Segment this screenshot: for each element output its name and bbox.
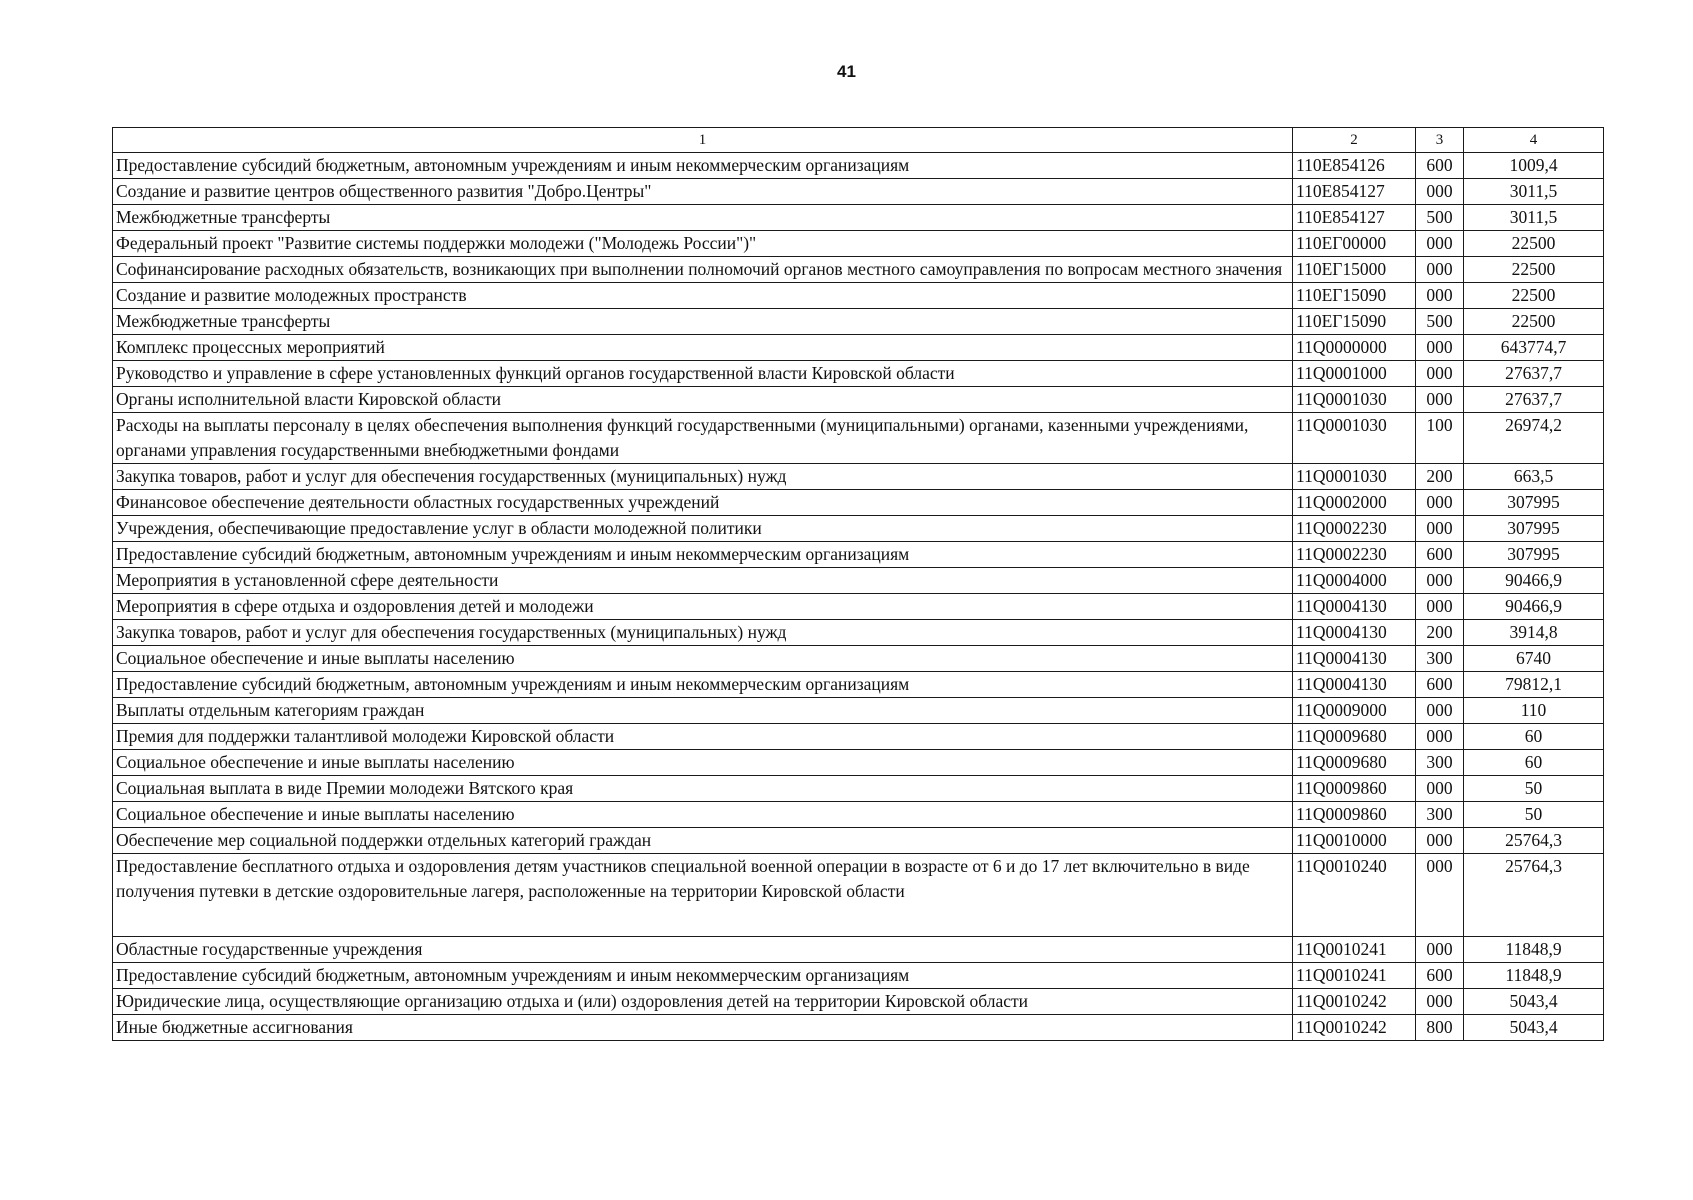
row-amount-cell: 6740 (1464, 646, 1604, 672)
row-type-cell: 000 (1416, 516, 1464, 542)
row-code-cell: 11Q0010240 (1293, 854, 1416, 937)
row-code-cell: 11Q0009860 (1293, 776, 1416, 802)
row-name-cell: Комплекс процессных мероприятий (113, 335, 1293, 361)
row-name-cell: Создание и развитие центров общественного развития "Добро.Центры" (113, 179, 1293, 205)
row-amount-cell: 3011,5 (1464, 179, 1604, 205)
row-name-cell: Федеральный проект "Развитие системы поддержки молодежи ("Молодежь России")" (113, 231, 1293, 257)
row-name-cell: Юридические лица, осуществляющие организацию отдыха и (или) оздоровления детей на территории Кировской области (113, 989, 1293, 1015)
table-row (113, 620, 1604, 646)
table-row (113, 490, 1604, 516)
row-amount-cell: 5043,4 (1464, 1015, 1604, 1041)
row-name-cell: Обеспечение мер социальной поддержки отдельных категорий граждан (113, 828, 1293, 854)
row-code-cell: 110E854127 (1293, 205, 1416, 231)
row-amount-cell: 60 (1464, 750, 1604, 776)
table-row (113, 989, 1604, 1015)
table-row (113, 231, 1604, 257)
row-amount-cell: 90466,9 (1464, 568, 1604, 594)
table-row (113, 542, 1604, 568)
table-row (113, 387, 1604, 413)
row-amount-cell: 27637,7 (1464, 387, 1604, 413)
row-amount-cell: 11848,9 (1464, 963, 1604, 989)
row-amount-cell: 1009,4 (1464, 153, 1604, 179)
row-type-cell: 500 (1416, 309, 1464, 335)
row-name-cell: Органы исполнительной власти Кировской области (113, 387, 1293, 413)
row-code-cell: 11Q0000000 (1293, 335, 1416, 361)
row-code-cell: 110E854126 (1293, 153, 1416, 179)
row-type-cell: 000 (1416, 854, 1464, 937)
header-cell-name: 1 (113, 128, 1293, 153)
table-row (113, 828, 1604, 854)
table-row (113, 672, 1604, 698)
row-amount-cell: 90466,9 (1464, 594, 1604, 620)
row-code-cell: 110ЕГ15090 (1293, 309, 1416, 335)
row-code-cell: 11Q0010242 (1293, 1015, 1416, 1041)
row-code-cell: 11Q0009000 (1293, 698, 1416, 724)
row-amount-cell: 663,5 (1464, 464, 1604, 490)
row-name-cell: Предоставление субсидий бюджетным, автономным учреждениям и иным некоммерческим организациям (113, 963, 1293, 989)
row-type-cell: 000 (1416, 594, 1464, 620)
row-name-cell: Закупка товаров, работ и услуг для обеспечения государственных (муниципальных) нужд (113, 620, 1293, 646)
row-code-cell: 110ЕГ00000 (1293, 231, 1416, 257)
header-cell-type: 3 (1416, 128, 1464, 153)
row-amount-cell: 26974,2 (1464, 413, 1604, 464)
row-type-cell: 200 (1416, 464, 1464, 490)
row-code-cell: 11Q0004130 (1293, 620, 1416, 646)
row-name-cell: Финансовое обеспечение деятельности областных государственных учреждений (113, 490, 1293, 516)
table-row (113, 802, 1604, 828)
row-name-cell: Иные бюджетные ассигнования (113, 1015, 1293, 1041)
row-type-cell: 000 (1416, 257, 1464, 283)
row-amount-cell: 11848,9 (1464, 937, 1604, 963)
row-amount-cell: 60 (1464, 724, 1604, 750)
row-type-cell: 000 (1416, 231, 1464, 257)
table-row (113, 205, 1604, 231)
row-amount-cell: 22500 (1464, 257, 1604, 283)
table-row (113, 283, 1604, 309)
row-type-cell: 200 (1416, 620, 1464, 646)
row-amount-cell: 5043,4 (1464, 989, 1604, 1015)
row-code-cell: 11Q0009680 (1293, 750, 1416, 776)
row-code-cell: 110E854127 (1293, 179, 1416, 205)
row-name-cell: Выплаты отдельным категориям граждан (113, 698, 1293, 724)
row-amount-cell: 110 (1464, 698, 1604, 724)
row-type-cell: 600 (1416, 542, 1464, 568)
row-type-cell: 000 (1416, 568, 1464, 594)
row-type-cell: 100 (1416, 413, 1464, 464)
header-cell-code: 2 (1293, 128, 1416, 153)
table-row (113, 646, 1604, 672)
row-type-cell: 600 (1416, 963, 1464, 989)
table-row (113, 698, 1604, 724)
row-name-cell: Мероприятия в сфере отдыха и оздоровления детей и молодежи (113, 594, 1293, 620)
row-name-cell: Руководство и управление в сфере установленных функций органов государственной власти Кировской области (113, 361, 1293, 387)
row-code-cell: 11Q0001030 (1293, 464, 1416, 490)
row-name-cell: Софинансирование расходных обязательств, возникающих при выполнении полномочий органов местного самоуправления по вопросам местного значения (113, 257, 1293, 283)
row-code-cell: 11Q0004130 (1293, 646, 1416, 672)
table-row (113, 750, 1604, 776)
row-amount-cell: 22500 (1464, 231, 1604, 257)
row-code-cell: 11Q0004130 (1293, 594, 1416, 620)
row-type-cell: 000 (1416, 828, 1464, 854)
row-name-cell: Предоставление субсидий бюджетным, автономным учреждениям и иным некоммерческим организациям (113, 153, 1293, 179)
row-name-cell: Мероприятия в установленной сфере деятельности (113, 568, 1293, 594)
row-code-cell: 11Q0002000 (1293, 490, 1416, 516)
row-name-cell: Межбюджетные трансферты (113, 205, 1293, 231)
row-name-cell: Социальное обеспечение и иные выплаты населению (113, 646, 1293, 672)
row-type-cell: 300 (1416, 646, 1464, 672)
row-name-cell: Создание и развитие молодежных пространств (113, 283, 1293, 309)
row-name-cell: Учреждения, обеспечивающие предоставление услуг в области молодежной политики (113, 516, 1293, 542)
row-code-cell: 11Q0010241 (1293, 963, 1416, 989)
row-amount-cell: 25764,3 (1464, 828, 1604, 854)
row-code-cell: 11Q0010000 (1293, 828, 1416, 854)
row-name-cell: Предоставление субсидий бюджетным, автономным учреждениям и иным некоммерческим организациям (113, 672, 1293, 698)
table-header-row (113, 128, 1604, 153)
row-name-cell: Предоставление бесплатного отдыха и оздоровления детям участников специальной военной операции в возрасте от 6 и до 17 лет включительно в виде получения путевки в детские оздоровительные лагеря, расположенные на территории Кировской области (113, 854, 1293, 937)
row-code-cell: 11Q0004000 (1293, 568, 1416, 594)
row-amount-cell: 307995 (1464, 516, 1604, 542)
row-amount-cell: 22500 (1464, 309, 1604, 335)
row-amount-cell: 643774,7 (1464, 335, 1604, 361)
row-code-cell: 11Q0009680 (1293, 724, 1416, 750)
table-row (113, 854, 1604, 937)
row-type-cell: 000 (1416, 937, 1464, 963)
table-row (113, 568, 1604, 594)
row-name-cell: Межбюджетные трансферты (113, 309, 1293, 335)
row-type-cell: 800 (1416, 1015, 1464, 1041)
row-type-cell: 000 (1416, 179, 1464, 205)
row-code-cell: 11Q0010241 (1293, 937, 1416, 963)
row-code-cell: 11Q0001000 (1293, 361, 1416, 387)
row-amount-cell: 307995 (1464, 542, 1604, 568)
page-number: 41 (837, 62, 856, 81)
row-amount-cell: 307995 (1464, 490, 1604, 516)
table-row (113, 361, 1604, 387)
table-row (113, 257, 1604, 283)
row-amount-cell: 50 (1464, 802, 1604, 828)
table-row (113, 1015, 1604, 1041)
row-code-cell: 11Q0010242 (1293, 989, 1416, 1015)
row-type-cell: 000 (1416, 283, 1464, 309)
table-row (113, 516, 1604, 542)
table-row (113, 413, 1604, 464)
row-name-cell: Социальная выплата в виде Премии молодежи Вятского края (113, 776, 1293, 802)
row-code-cell: 11Q0002230 (1293, 516, 1416, 542)
budget-table-body (113, 128, 1604, 1041)
row-code-cell: 110ЕГ15090 (1293, 283, 1416, 309)
row-amount-cell: 25764,3 (1464, 854, 1604, 937)
row-name-cell: Закупка товаров, работ и услуг для обеспечения государственных (муниципальных) нужд (113, 464, 1293, 490)
row-type-cell: 000 (1416, 490, 1464, 516)
table-row (113, 776, 1604, 802)
row-code-cell: 11Q0002230 (1293, 542, 1416, 568)
table-row (113, 335, 1604, 361)
row-amount-cell: 79812,1 (1464, 672, 1604, 698)
row-type-cell: 300 (1416, 750, 1464, 776)
row-code-cell: 110ЕГ15000 (1293, 257, 1416, 283)
table-row (113, 464, 1604, 490)
row-name-cell: Премия для поддержки талантливой молодежи Кировской области (113, 724, 1293, 750)
row-name-cell: Расходы на выплаты персоналу в целях обеспечения выполнения функций государственными (муниципальными) органами, казенными учреждениями, органами управления государственными внебюджетными фондами (113, 413, 1293, 464)
row-name-cell: Социальное обеспечение и иные выплаты населению (113, 802, 1293, 828)
row-code-cell: 11Q0004130 (1293, 672, 1416, 698)
row-type-cell: 000 (1416, 698, 1464, 724)
table-row (113, 309, 1604, 335)
table-row (113, 724, 1604, 750)
budget-table (112, 127, 1604, 1041)
table-row (113, 937, 1604, 963)
row-type-cell: 000 (1416, 989, 1464, 1015)
row-type-cell: 600 (1416, 672, 1464, 698)
row-code-cell: 11Q0001030 (1293, 387, 1416, 413)
row-type-cell: 000 (1416, 387, 1464, 413)
row-type-cell: 500 (1416, 205, 1464, 231)
row-type-cell: 300 (1416, 802, 1464, 828)
row-type-cell: 000 (1416, 724, 1464, 750)
header-cell-amount: 4 (1464, 128, 1604, 153)
table-row (113, 153, 1604, 179)
table-row (113, 179, 1604, 205)
row-type-cell: 000 (1416, 361, 1464, 387)
row-amount-cell: 27637,7 (1464, 361, 1604, 387)
row-amount-cell: 22500 (1464, 283, 1604, 309)
table-row (113, 594, 1604, 620)
table-row (113, 963, 1604, 989)
row-name-cell: Социальное обеспечение и иные выплаты населению (113, 750, 1293, 776)
row-amount-cell: 50 (1464, 776, 1604, 802)
row-code-cell: 11Q0009860 (1293, 802, 1416, 828)
row-name-cell: Предоставление субсидий бюджетным, автономным учреждениям и иным некоммерческим организациям (113, 542, 1293, 568)
row-type-cell: 000 (1416, 776, 1464, 802)
row-type-cell: 600 (1416, 153, 1464, 179)
row-name-cell: Областные государственные учреждения (113, 937, 1293, 963)
row-amount-cell: 3914,8 (1464, 620, 1604, 646)
row-code-cell: 11Q0001030 (1293, 413, 1416, 464)
row-type-cell: 000 (1416, 335, 1464, 361)
row-amount-cell: 3011,5 (1464, 205, 1604, 231)
